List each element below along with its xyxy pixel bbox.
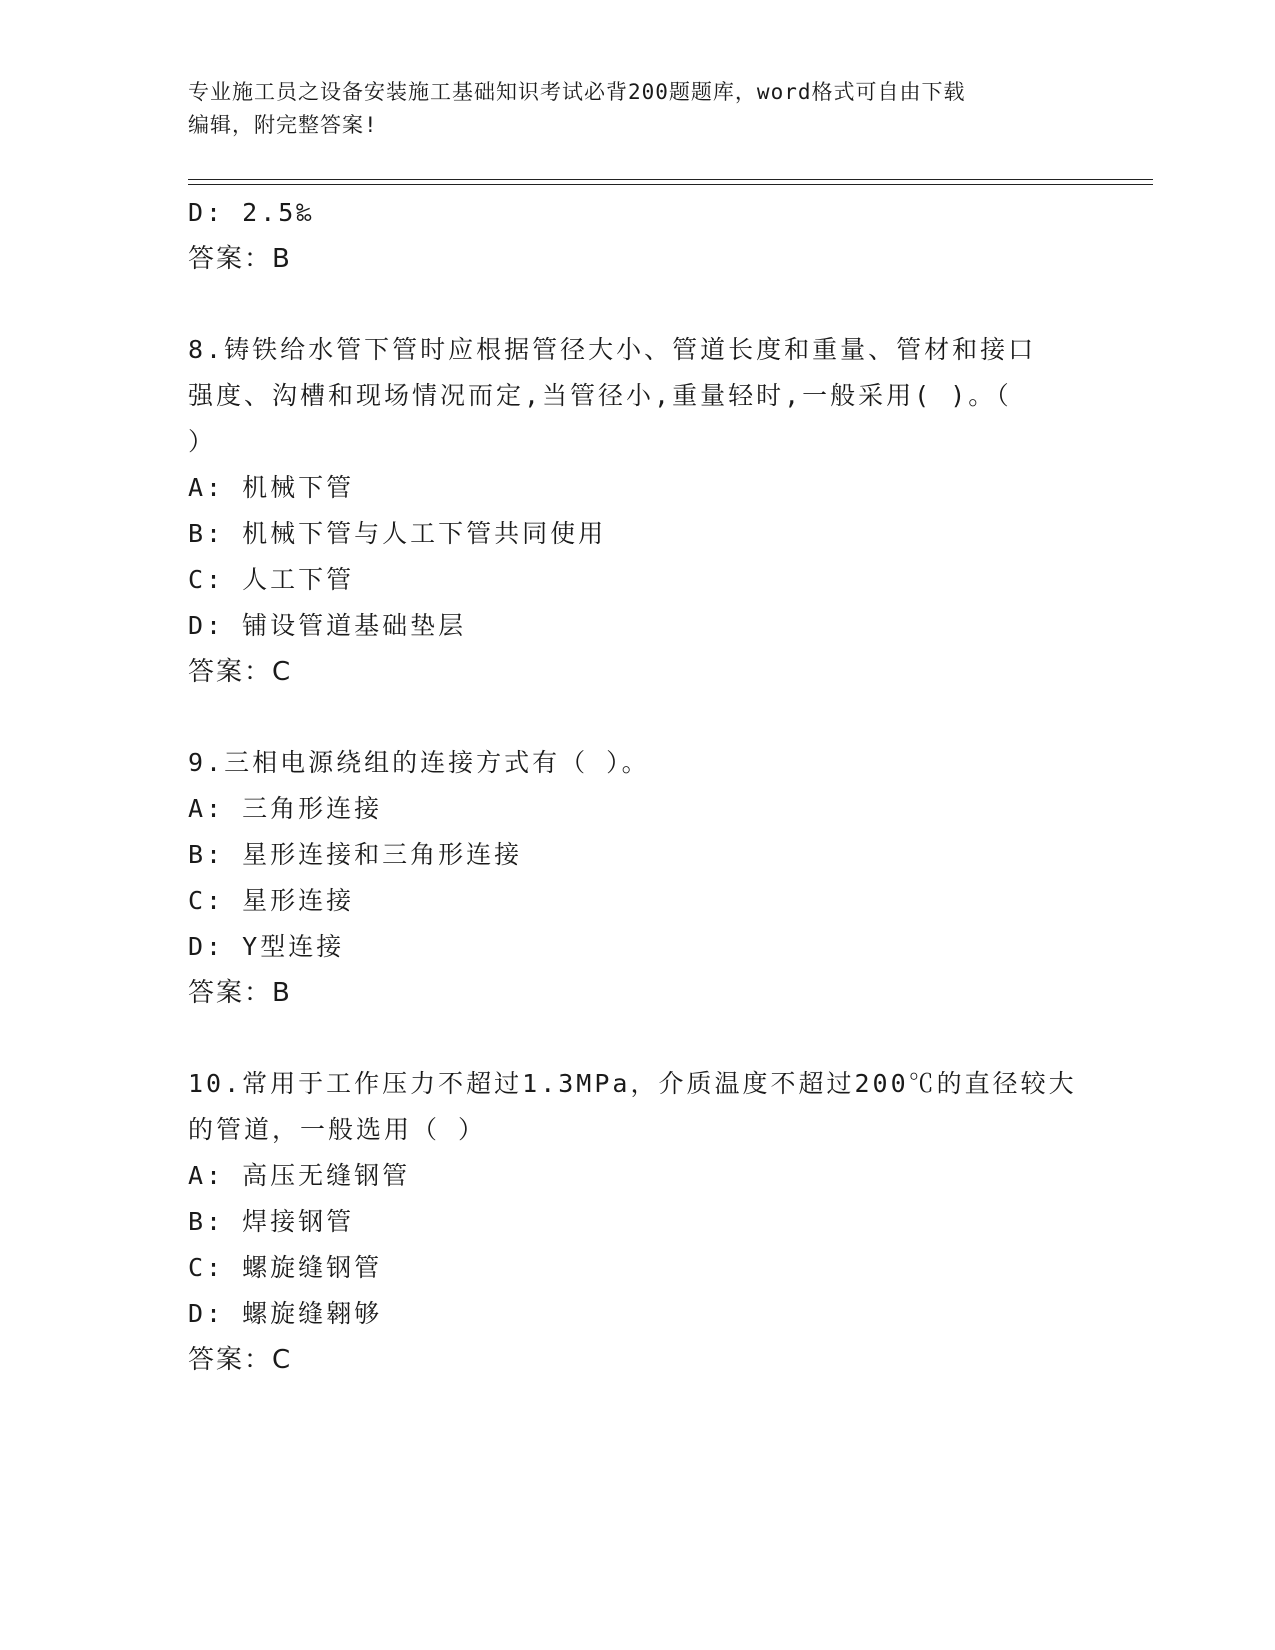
spacer — [188, 282, 1088, 327]
question-10-option-d: D: 螺旋缝翱够 — [188, 1299, 383, 1328]
question-10-answer: 答案：C — [188, 1345, 293, 1375]
question-8-option-c: C: 人工下管 — [188, 565, 355, 594]
question-9-option-d: D: Y型连接 — [188, 932, 345, 961]
question-8-text-line-2: 强度、沟槽和现场情况而定,当管径小,重量轻时,一般采用( )。（ — [188, 381, 1012, 410]
question-10 — [188, 1061, 1088, 1383]
question-9 — [188, 740, 1088, 1016]
question-8-text-line-3: ） — [188, 427, 217, 456]
question-10-option-a: A: 高压无缝钢管 — [188, 1161, 411, 1190]
header-line-1: 专业施工员之设备安装施工基础知识考试必背200题题库，word格式可自由下载 — [188, 80, 966, 104]
spacer — [188, 1016, 1088, 1061]
document-body — [188, 190, 1088, 1383]
question-10-text-line-1: 10.常用于工作压力不超过1.3MPa，介质温度不超过200℃的直径较大 — [188, 1069, 1077, 1098]
prev-answer: 答案：B — [188, 244, 292, 274]
question-8-option-d: D: 铺设管道基础垫层 — [188, 611, 467, 640]
question-8-text-line-1: 8.铸铁给水管下管时应根据管径大小、管道长度和重量、管材和接口 — [188, 335, 1037, 364]
question-9-answer: 答案：B — [188, 978, 292, 1008]
question-8 — [188, 327, 1088, 695]
question-10-option-c: C: 螺旋缝钢管 — [188, 1253, 383, 1282]
question-10-text-line-2: 的管道，一般选用（ ） — [188, 1115, 487, 1144]
question-9-option-a: A: 三角形连接 — [188, 794, 383, 823]
prev-option-d: D: 2.5‰ — [188, 198, 315, 227]
document-header — [188, 76, 1088, 142]
header-divider-bottom — [188, 184, 1153, 185]
question-9-option-c: C: 星形连接 — [188, 886, 355, 915]
header-line-2: 编辑，附完整答案! — [188, 113, 378, 137]
question-9-text-line-1: 9.三相电源绕组的连接方式有（ ）。 — [188, 748, 650, 777]
question-8-option-a: A: 机械下管 — [188, 473, 355, 502]
question-8-answer: 答案：C — [188, 657, 293, 687]
question-8-option-b: B: 机械下管与人工下管共同使用 — [188, 519, 607, 548]
header-divider-top — [188, 179, 1153, 180]
spacer — [188, 695, 1088, 740]
question-9-option-b: B: 星形连接和三角形连接 — [188, 840, 523, 869]
question-10-option-b: B: 焊接钢管 — [188, 1207, 355, 1236]
